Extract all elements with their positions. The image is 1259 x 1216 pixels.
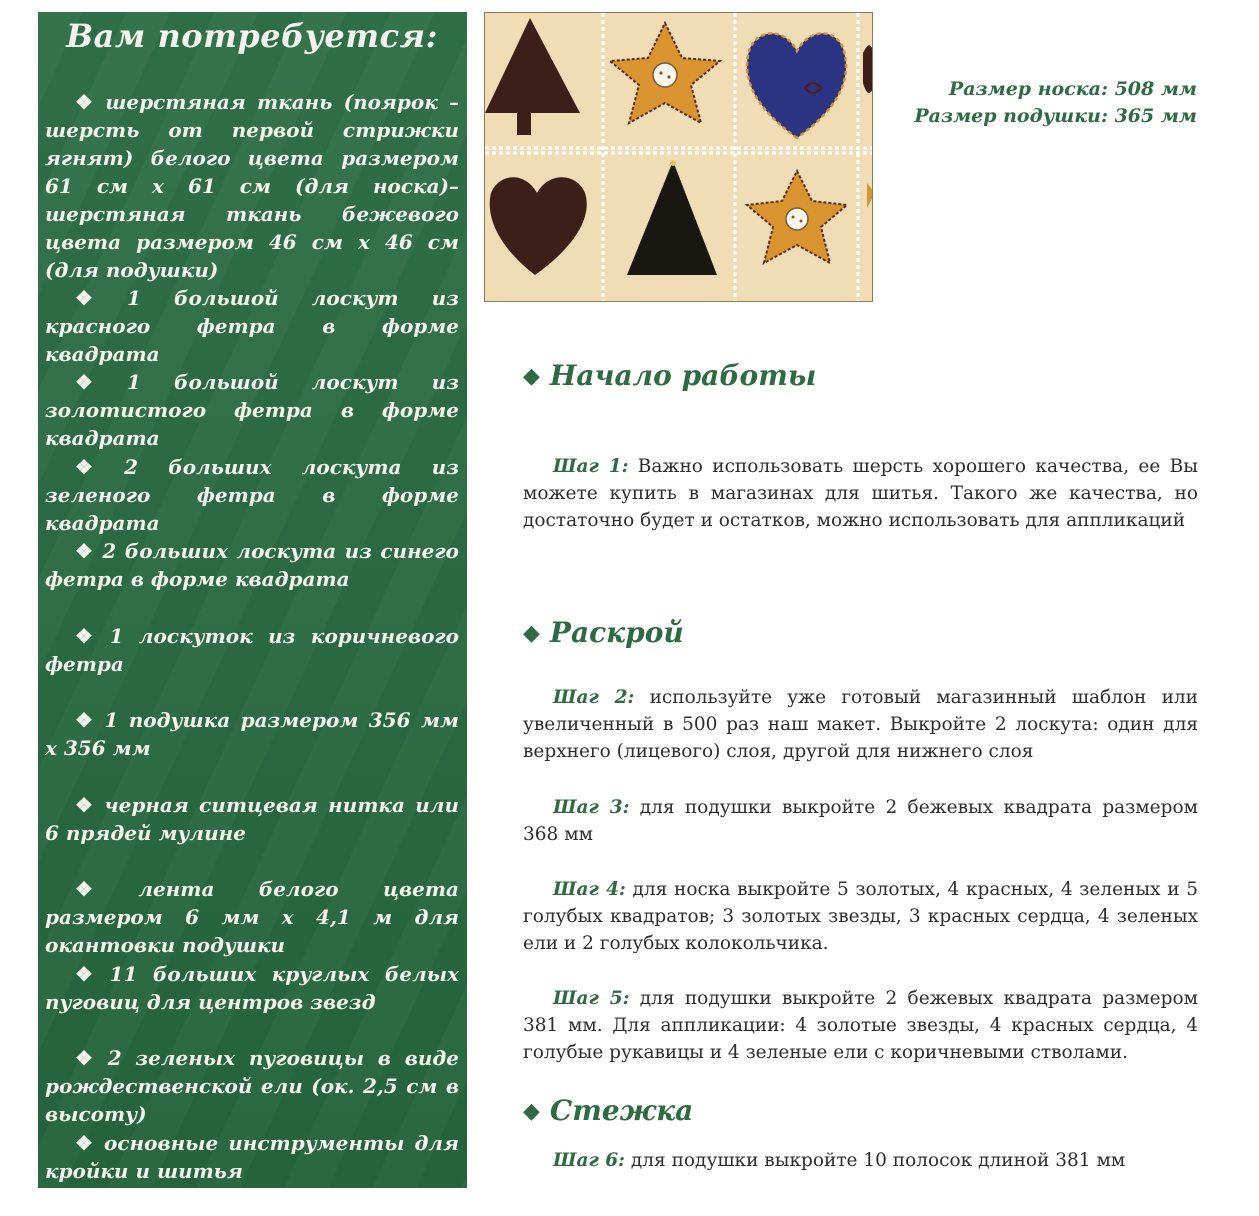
- bullet-icon: ❖: [75, 90, 98, 114]
- step-label: Шаг 5:: [553, 988, 630, 1009]
- pillow-size: Размер подушки: 365 мм: [914, 105, 1197, 127]
- felt-applique-photo: [484, 12, 873, 302]
- section-stitching-heading: [523, 1093, 693, 1129]
- step-text: для подушки выкройте 2 бежевых квадрата размером 381 мм. Для аппликации: 4 золотые звезды, 4 красных сердца, 4 голубые рукавицы и 4 зеленые ели с коричневыми стволами.: [523, 988, 1198, 1063]
- material-text: 2 зеленых пуговицы в виде рождественской ели (ок. 2,5 см в высоту): [45, 1046, 459, 1126]
- material-text: 11 больших круглых белых пуговиц для центров звезд: [45, 962, 459, 1014]
- material-item: [45, 368, 459, 452]
- material-text: 1 большой лоскут из красного фетра в форме квадрата: [45, 286, 459, 366]
- step-6: [523, 1147, 1198, 1174]
- diamond-icon: ◆: [523, 1098, 540, 1124]
- material-text: шерстяная ткань (поярок – шерсть от первой стрижки ягнят) белого цвета размером 61 см х 61 см (для носка)– шерстяная ткань бежевого цвета размером 46 см х 46 см (для подушки): [45, 90, 459, 282]
- step-5: [523, 985, 1198, 1066]
- bullet-icon: ❖: [75, 708, 97, 732]
- bullet-icon: ❖: [75, 286, 120, 310]
- material-text: черная ситцевая нитка или 6 прядей мулине: [45, 793, 459, 845]
- step-label: Шаг 1:: [553, 456, 629, 477]
- material-item: [45, 537, 459, 593]
- material-item: [45, 875, 459, 959]
- section-cutting-heading: [523, 615, 684, 651]
- material-item: [45, 453, 459, 537]
- step-3: [523, 794, 1198, 848]
- material-text: 1 подушка размером 356 мм х 356 мм: [45, 708, 460, 760]
- step-label: Шаг 6:: [553, 1150, 625, 1171]
- material-item: [45, 622, 459, 678]
- bullet-icon: ❖: [75, 793, 97, 817]
- step-text: для подушки выкройте 2 бежевых квадрата размером 368 мм: [523, 797, 1198, 845]
- step-label: Шаг 3:: [553, 797, 630, 818]
- bullet-icon: ❖: [75, 1131, 96, 1155]
- step-2: [523, 684, 1198, 765]
- step-label: Шаг 2:: [553, 687, 635, 708]
- material-item: [45, 1129, 459, 1185]
- material-text: 2 больших лоскута из синего фетра в форме квадрата: [45, 539, 459, 591]
- bullet-icon: ❖: [75, 877, 131, 901]
- bullet-icon: ❖: [75, 455, 117, 479]
- material-text: лента белого цвета размером 6 мм х 4,1 м для окантовки подушки: [45, 877, 459, 957]
- bullet-icon: ❖: [75, 624, 102, 648]
- diamond-icon: ◆: [523, 620, 540, 646]
- materials-panel: [38, 12, 467, 1188]
- size-info: [914, 76, 1197, 130]
- bullet-icon: ❖: [75, 962, 102, 986]
- material-item: [45, 1044, 459, 1128]
- material-text: 1 большой лоскут из золотистого фетра в форме квадрата: [45, 370, 459, 450]
- bullet-icon: ❖: [75, 370, 120, 394]
- sock-size: Размер носка: 508 мм: [948, 78, 1197, 100]
- diamond-icon: ◆: [523, 363, 540, 389]
- material-item: [45, 88, 459, 284]
- step-text: Важно использовать шерсть хорошего качества, ее Вы можете купить в магазинах для шитья. Такого же качества, но достаточно будет и остатков, можно использовать для аппликаций: [523, 456, 1198, 531]
- material-item: [45, 284, 459, 368]
- material-item: [45, 791, 459, 847]
- step-label: Шаг 4:: [553, 879, 626, 900]
- material-text: 2 больших лоскута из зеленого фетра в форме квадрата: [45, 455, 459, 535]
- felt-applique-illustration: [485, 13, 872, 301]
- section-start-heading: [523, 358, 816, 394]
- bullet-icon: ❖: [75, 1046, 100, 1070]
- material-item: [45, 706, 459, 762]
- step-text: для носка выкройте 5 золотых, 4 красных, 4 зеленых и 5 голубых квадратов; 3 золотых звезды, 3 красных сердца, 4 зеленых ели и 2 голубых колокольчика.: [523, 879, 1198, 954]
- step-4: [523, 876, 1198, 957]
- materials-title: Вам потребуется:: [66, 17, 438, 55]
- bullet-icon: ❖: [75, 539, 95, 563]
- step-1: [523, 453, 1198, 534]
- step-text: используйте уже готовый магазинный шаблон или увеличенный в 500 раз наш макет. Выкройте 2 лоскута: один для верхнего (лицевого) слоя, другой для нижнего слоя: [523, 687, 1198, 762]
- section-title: Стежка: [549, 1094, 694, 1127]
- step-text: для подушки выкройте 10 полосок длиной 381 мм: [630, 1150, 1126, 1171]
- material-text: основные инструменты для кройки и шитья: [45, 1131, 459, 1183]
- section-title: Раскрой: [549, 616, 684, 649]
- material-item: [45, 960, 459, 1016]
- material-text: 1 лоскуток из коричневого фетра: [45, 624, 459, 676]
- section-title: Начало работы: [549, 359, 817, 392]
